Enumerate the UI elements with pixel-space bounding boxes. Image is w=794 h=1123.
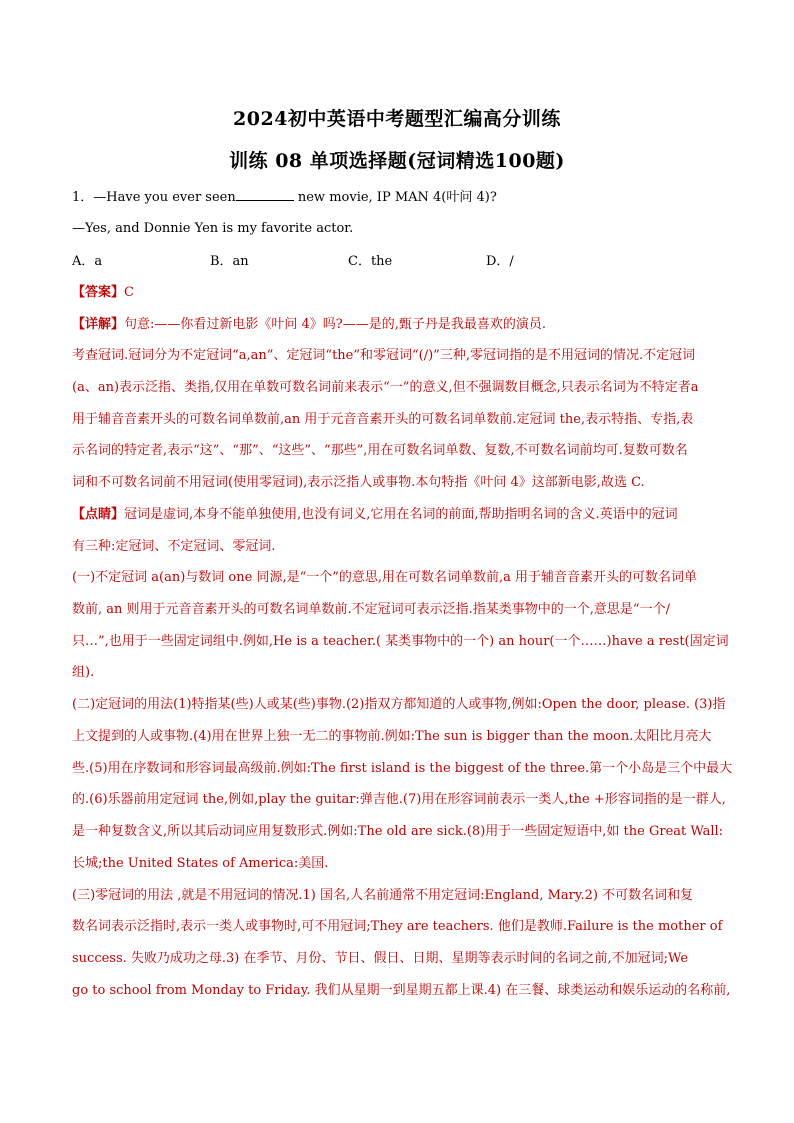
explanation-line: 词和不可数名词前不用冠词(使用零冠词),表示泛指人或事物.本句特指《叶问 4》这部新电影,故选 C. [72, 475, 645, 490]
option-c: C．the [348, 254, 393, 269]
tips-line: 【点睛】冠词是虚词,本身不能单独使用,也没有词义,它用在名词的前面,帮助指明名词的含义.英语中的冠词 [72, 507, 678, 522]
tips-line: 数名词表示泛指时,表示一类人或事物时,可不用冠词;They are teachers. 他们是教师.Failure is the mother of [72, 919, 723, 934]
explanation-line: (a、an)表示泛指、类指,仅用在单数可数名词前来表示“一”的意义,但不强调数目概念,只表示名词为不特定者a [72, 380, 699, 395]
explanation-tag: 【详解】 [72, 317, 125, 332]
answer-blank [236, 188, 294, 201]
tips-line: 的.(6)乐器前用定冠词 the,例如,play the guitar:弹吉他.(7)用在形容词前表示一类人,the +形容词指的是一群人, [72, 792, 726, 807]
question-stem-before: —Have you ever seen [93, 190, 236, 205]
tips-line: 只…”,也用于一些固定词组中.例如,He is a teacher.( 某类事物中的一个) an hour(一个……)have a rest(固定词 [72, 634, 729, 649]
tips-line: 是一种复数含义,所以其后动词应用复数形式.例如:The old are sick.(8)用于一些固定短语中,如 the Great Wall: [72, 824, 724, 839]
tips-line: 组). [72, 665, 95, 680]
answer-value: C [124, 285, 134, 300]
tips-line: 长城;the United States of America:美国. [72, 856, 329, 871]
question-stem [72, 188, 732, 208]
question-number: 1． [72, 190, 94, 205]
document-subtitle: 训练 08 单项选择题(冠词精选100题) [229, 150, 565, 172]
question-response: —Yes, and Donnie Yen is my favorite actor. [72, 221, 354, 236]
option-b: B．an [210, 254, 249, 269]
tips-line: 些.(5)用在序数词和形容词最高级前.例如:The first island is the biggest of the three.第一个小岛是三个中最大 [72, 761, 732, 776]
tips-line: success. 失败乃成功之母.3) 在季节、月份、节日、假日、日期、星期等表示时间的名词之前,不加冠词;We [72, 951, 689, 966]
explanation-line: 【详解】句意:——你看过新电影《叶问 4》吗?——是的,甄子丹是我最喜欢的演员. [72, 317, 547, 332]
tips-line: 上文提到的人或事物.(4)用在世界上独一无二的事物前.例如:The sun is bigger than the moon.太阳比月亮大 [72, 729, 712, 744]
answer-tag: 【答案】 [72, 285, 125, 300]
tips-line: (三)零冠词的用法 ,就是不用冠词的情况.1) 国名,人名前通常不用定冠词:England, Mary.2) 不可数名词和复 [72, 888, 694, 903]
explanation-line: 考查冠词.冠词分为不定冠词“a,an”、定冠词“the”和零冠词“(/)”三种,零冠词指的是不用冠词的情况.不定冠词 [72, 348, 696, 363]
option-d: D．/ [486, 254, 514, 269]
tips-line: go to school from Monday to Friday. 我们从星期一到星期五都上课.4) 在三餐、球类运动和娱乐运动的名称前, [72, 983, 731, 998]
option-a: A．a [72, 254, 103, 269]
answer-line [72, 283, 732, 303]
tips-line: 有三种:定冠词、不定冠词、零冠词. [72, 539, 276, 554]
tips-line: (二)定冠词的用法(1)特指某(些)人或某(些)事物.(2)指双方都知道的人或事物,例如:Open the door, please. (3)指 [72, 697, 726, 712]
explanation-line: 示名词的特定者,表示“这”、“那”、“这些”、“那些”,用在可数名词单数、复数,不可数名词前均可.复数可数名 [72, 443, 688, 458]
question-stem-after: new movie, IP MAN 4(叶问 4)? [293, 190, 497, 205]
tips-tag: 【点睛】 [72, 507, 125, 522]
explanation-line: 用于辅音音素开头的可数名词单数前,an 用于元音音素开头的可数名词单数前.定冠词 the,表示特指、专指,表 [72, 412, 694, 427]
document-title: 2024初中英语中考题型汇编高分训练 [233, 108, 561, 130]
tips-line: (一)不定冠词 a(an)与数词 one 同源,是“一个”的意思,用在可数名词单数前,a 用于辅音音素开头的可数名词单 [72, 570, 698, 585]
tips-line: 数前, an 则用于元音音素开头的可数名词单数前.不定冠词可表示泛指.指某类事物中的一个,意思是“一个/ [72, 602, 670, 617]
